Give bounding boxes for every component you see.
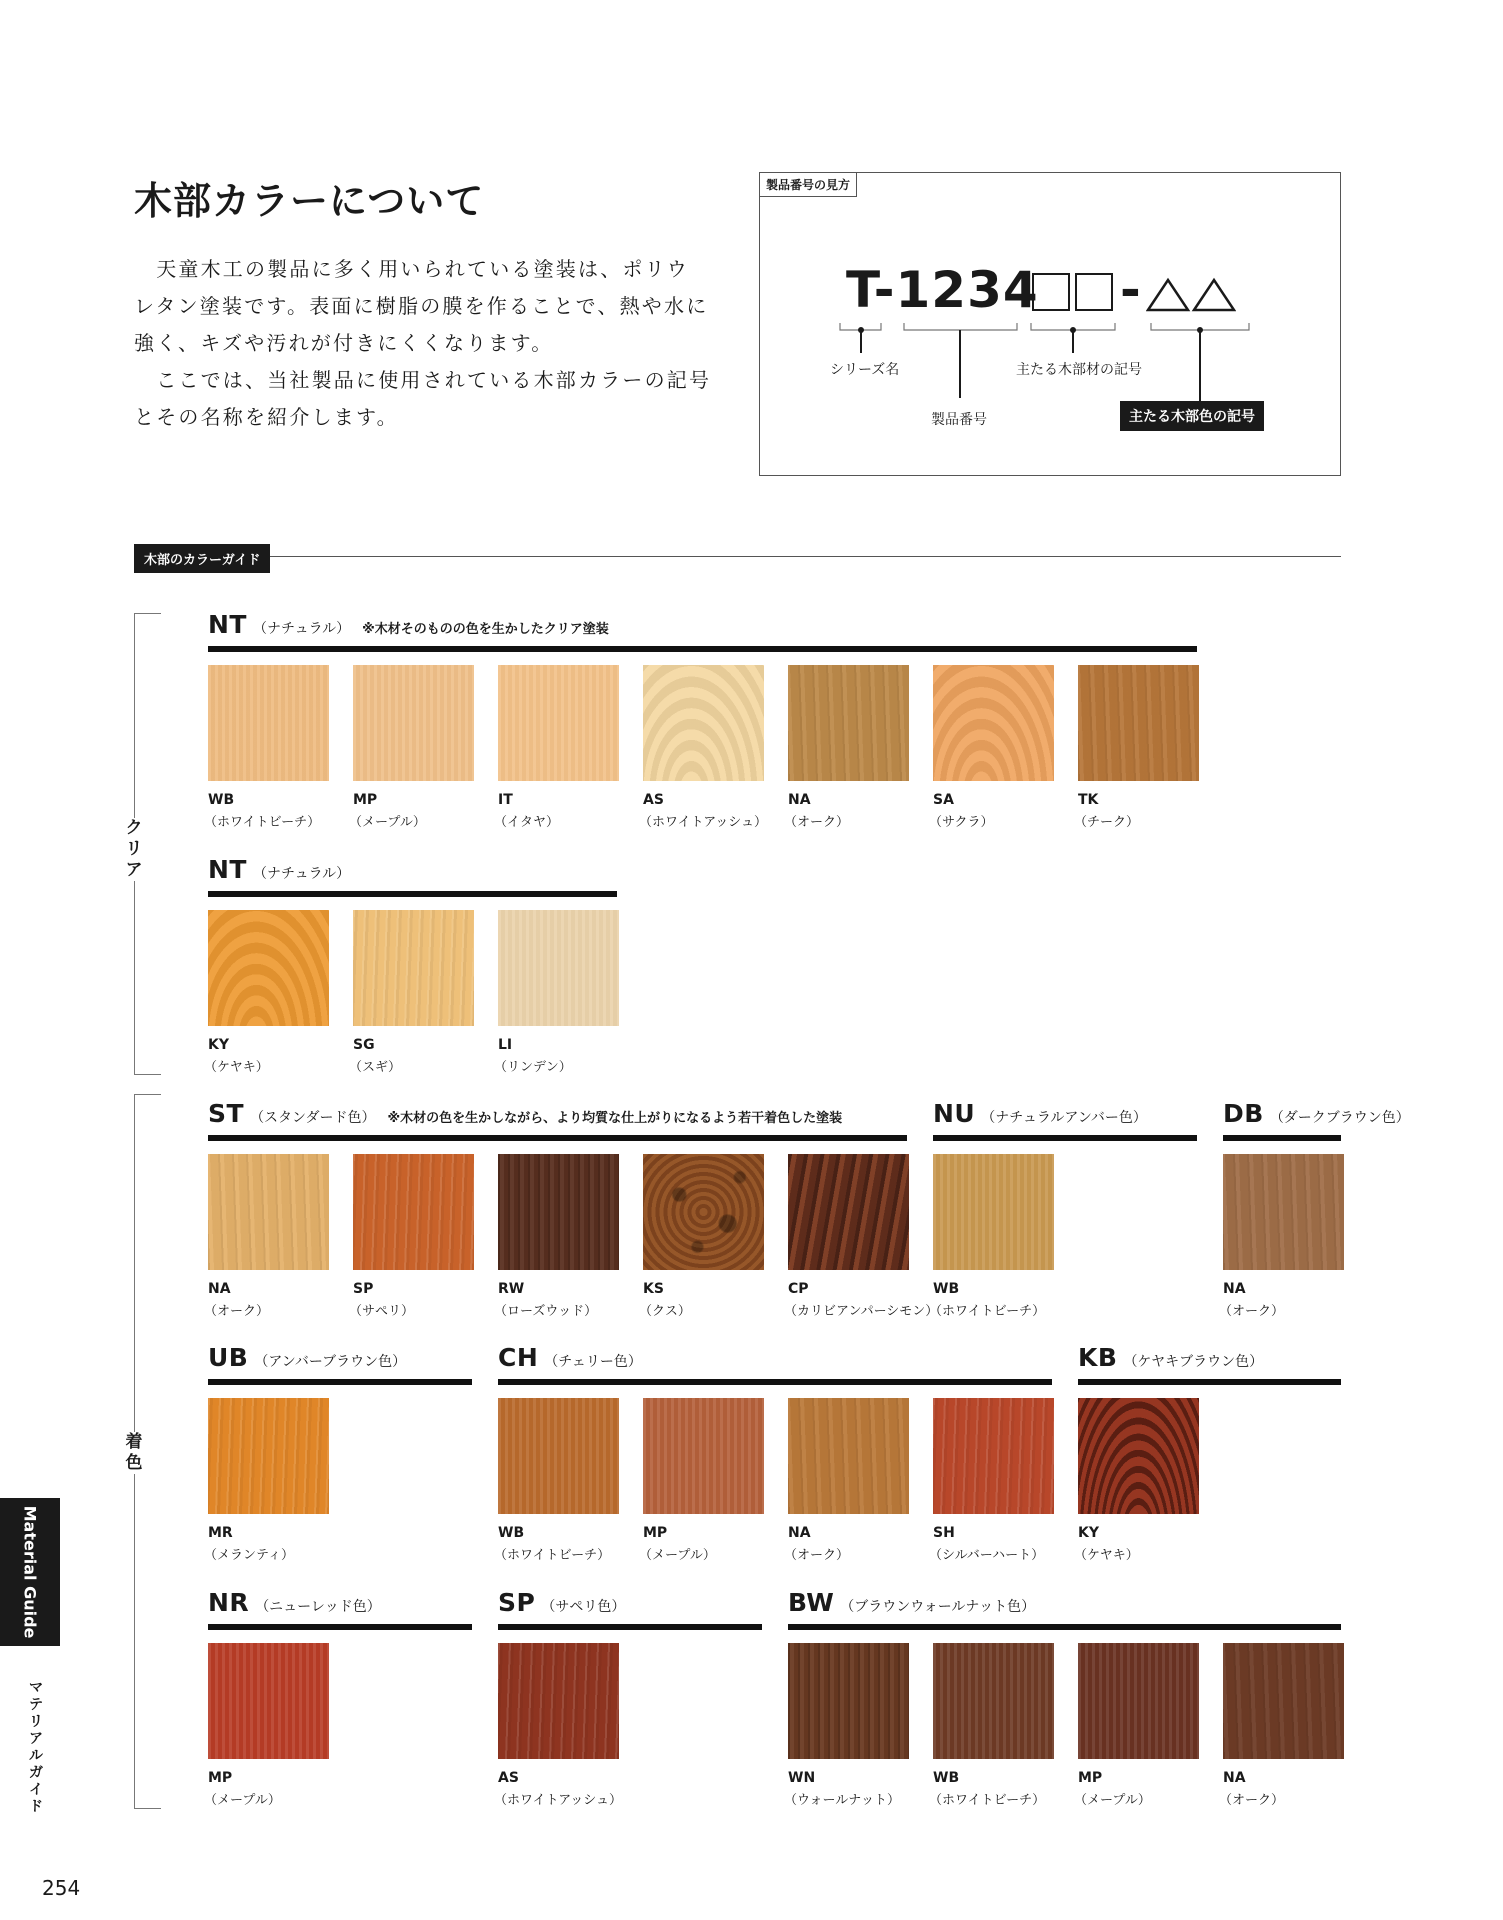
swatch-code: WN [788, 1770, 816, 1786]
group-bar [208, 1135, 907, 1141]
wood-swatch [788, 1398, 909, 1514]
wood-swatch [353, 1154, 474, 1270]
swatch-code: AS [498, 1770, 519, 1786]
swatch-name: （オーク） [784, 1548, 850, 1563]
group-name: （ナチュラル） [252, 866, 351, 882]
swatch-name: （ホワイトアッシュ） [639, 815, 768, 830]
group-code: ST [208, 1099, 245, 1128]
group-name: （ケヤキブラウン色） [1123, 1354, 1264, 1370]
group-heading [498, 1343, 642, 1372]
wood-swatch [933, 665, 1054, 781]
swatch-code: WB [933, 1770, 960, 1786]
swatch-code: MP [353, 792, 378, 808]
group-code: KB [1078, 1343, 1118, 1372]
main-material-label: 主たる木部材の記号 [1016, 362, 1142, 378]
page-number: 254 [42, 1876, 81, 1900]
swatch-name: （オーク） [1219, 1304, 1285, 1319]
wood-swatch [1223, 1154, 1344, 1270]
group-name: （チェリー色） [544, 1354, 642, 1370]
swatch-name: （チーク） [1074, 815, 1140, 830]
group-bar [498, 1624, 762, 1630]
wood-swatch [498, 1643, 619, 1759]
product-number-diagram [759, 172, 1341, 476]
group-bar [1223, 1135, 1341, 1141]
group-code: NU [933, 1099, 976, 1128]
group-name: （アンバーブラウン色） [254, 1354, 407, 1370]
side-tab-jp: マ テ リ ア ル ガ イ ド [29, 1680, 43, 1815]
group-code: DB [1223, 1099, 1264, 1128]
series-name-label: シリーズ名 [830, 362, 900, 378]
swatch-code: WB [498, 1525, 525, 1541]
side-tab[interactable] [0, 1498, 60, 1646]
wood-swatch [208, 1643, 329, 1759]
wood-swatch [208, 1154, 329, 1270]
swatch-code: WB [208, 792, 235, 808]
swatch-name: （メランティ） [204, 1548, 294, 1563]
product-code-example: T-1234 [846, 261, 1039, 319]
group-heading [208, 855, 350, 884]
swatch-name: （カリビアンパーシモン） [784, 1304, 939, 1319]
group-heading [1078, 1343, 1263, 1372]
diagram-label: 製品番号の見方 [760, 173, 857, 197]
swatch-name: （メープル） [204, 1793, 281, 1808]
swatch-name: （オーク） [784, 815, 850, 830]
swatch-name: （オーク） [204, 1304, 270, 1319]
intro-line: とその名称を紹介します。 [134, 405, 399, 429]
swatch-code: IT [498, 792, 513, 808]
group-name: （ブラウンウォールナット色） [840, 1599, 1036, 1615]
swatch-name: （サクラ） [929, 815, 994, 830]
wood-swatch [1078, 1398, 1199, 1514]
group-code: NT [208, 610, 247, 639]
wood-swatch [1078, 665, 1199, 781]
swatch-code: CP [788, 1281, 809, 1297]
swatch-code: NA [208, 1281, 231, 1297]
wood-swatch [498, 665, 619, 781]
swatch-name: （メープル） [349, 815, 426, 830]
wood-swatch [933, 1154, 1054, 1270]
swatch-code: WB [933, 1281, 960, 1297]
swatch-name: （ホワイトビーチ） [929, 1793, 1046, 1808]
color-guide-tab: 木部のカラーガイド [134, 544, 270, 573]
wood-swatch [498, 910, 619, 1026]
group-heading [1223, 1099, 1410, 1128]
swatch-code: NA [788, 792, 811, 808]
swatch-code: MP [208, 1770, 233, 1786]
swatch-code: SH [933, 1525, 955, 1541]
wood-swatch [643, 665, 764, 781]
stain-label: 着 色 [123, 1432, 145, 1474]
swatch-code: KY [208, 1037, 229, 1053]
group-code: NR [208, 1588, 250, 1617]
page-title: 木部カラーについて [134, 179, 485, 223]
wood-swatch [788, 665, 909, 781]
group-code: CH [498, 1343, 539, 1372]
swatch-code: SA [933, 792, 954, 808]
group-bar [208, 1624, 472, 1630]
group-bar [1078, 1379, 1341, 1385]
wood-swatch [498, 1154, 619, 1270]
intro-line: 天童木工の製品に多く用いられている塗装は、ポリウ [134, 257, 689, 281]
wood-swatch [788, 1154, 909, 1270]
group-heading [208, 1343, 406, 1372]
swatch-code: NA [1223, 1281, 1246, 1297]
swatch-name: （ケヤキ） [204, 1060, 269, 1075]
swatch-name: （ローズウッド） [494, 1304, 598, 1319]
product-number-label: 製品番号 [931, 412, 987, 428]
swatch-code: NA [788, 1525, 811, 1541]
group-note: ※木材の色を生かしながら、より均質な仕上がりになるよう若干着色した塗装 [387, 1111, 843, 1126]
swatch-name: （メープル） [639, 1548, 716, 1563]
swatch-name: （ウォールナット） [784, 1793, 900, 1808]
swatch-code: LI [498, 1037, 513, 1053]
swatch-code: MP [643, 1525, 668, 1541]
swatch-name: （オーク） [1219, 1793, 1285, 1808]
swatch-name: （メープル） [1074, 1793, 1151, 1808]
intro-line: 強く、キズや汚れが付きにくくなります。 [134, 331, 554, 355]
swatch-name: （クス） [639, 1304, 691, 1319]
swatch-code: AS [643, 792, 664, 808]
wood-swatch [933, 1643, 1054, 1759]
wood-swatch [643, 1398, 764, 1514]
wood-swatch [208, 910, 329, 1026]
wood-swatch [208, 665, 329, 781]
group-heading [933, 1099, 1147, 1128]
swatch-code: MP [1078, 1770, 1103, 1786]
group-code: BW [788, 1588, 835, 1617]
swatch-name: （ホワイトビーチ） [494, 1548, 611, 1563]
swatch-code: NA [1223, 1770, 1246, 1786]
side-tab-label: Material Guide [20, 1505, 40, 1639]
wood-swatch [498, 1398, 619, 1514]
group-name: （ダークブラウン色） [1269, 1110, 1410, 1126]
group-name: （ナチュラルアンバー色） [981, 1110, 1147, 1126]
swatch-code: TK [1078, 792, 1099, 808]
divider [270, 556, 1341, 557]
swatch-code: SP [353, 1281, 374, 1297]
group-bar [933, 1135, 1197, 1141]
wood-swatch [353, 665, 474, 781]
swatch-name: （ホワイトビーチ） [929, 1304, 1046, 1319]
swatch-name: （シルバーハート） [929, 1548, 1045, 1563]
swatch-name: （ケヤキ） [1074, 1548, 1139, 1563]
group-bar [208, 1379, 472, 1385]
swatch-name: （リンデン） [494, 1060, 572, 1075]
swatch-name: （ホワイトアッシュ） [494, 1793, 623, 1808]
group-heading [788, 1588, 1035, 1617]
wood-swatch [1078, 1643, 1199, 1759]
group-bar [788, 1624, 1341, 1630]
group-name: （ナチュラル） [252, 621, 351, 637]
group-bar [208, 891, 617, 897]
diagram-leader-lines [760, 173, 1342, 477]
swatch-name: （イタヤ） [494, 815, 560, 830]
group-name: （ニューレッド色） [255, 1599, 381, 1615]
swatch-code: MR [208, 1525, 233, 1541]
swatch-code: SG [353, 1037, 375, 1053]
main-color-label: 主たる木部色の記号 [1120, 401, 1264, 431]
group-heading [208, 1588, 381, 1617]
group-code: SP [498, 1588, 536, 1617]
group-bar [498, 1379, 1052, 1385]
wood-swatch [1223, 1643, 1344, 1759]
group-bar [208, 646, 1197, 652]
group-heading [498, 1588, 625, 1617]
group-name: （スタンダード色） [250, 1110, 376, 1126]
wood-swatch [643, 1154, 764, 1270]
wood-swatch [353, 910, 474, 1026]
wood-swatch [788, 1643, 909, 1759]
group-code: NT [208, 855, 247, 884]
intro-line: ここでは、当社製品に使用されている木部カラーの記号 [134, 368, 712, 392]
swatch-name: （ホワイトビーチ） [204, 815, 321, 830]
group-name: （サペリ色） [541, 1599, 626, 1615]
swatch-code: RW [498, 1281, 525, 1297]
clear-label: ク リ ア [123, 818, 145, 881]
group-code: UB [208, 1343, 249, 1372]
group-heading [208, 1099, 842, 1128]
swatch-name: （サペリ） [349, 1304, 415, 1319]
swatch-code: KY [1078, 1525, 1099, 1541]
group-note: ※木材そのものの色を生かしたクリア塗装 [362, 622, 609, 637]
wood-swatch [933, 1398, 1054, 1514]
group-heading [208, 610, 609, 639]
swatch-code: KS [643, 1281, 664, 1297]
swatch-name: （スギ） [349, 1060, 402, 1075]
intro-line: レタン塗装です。表面に樹脂の膜を作ることで、熱や水に [134, 294, 709, 318]
code-dash: - [1120, 261, 1141, 319]
wood-swatch [208, 1398, 329, 1514]
